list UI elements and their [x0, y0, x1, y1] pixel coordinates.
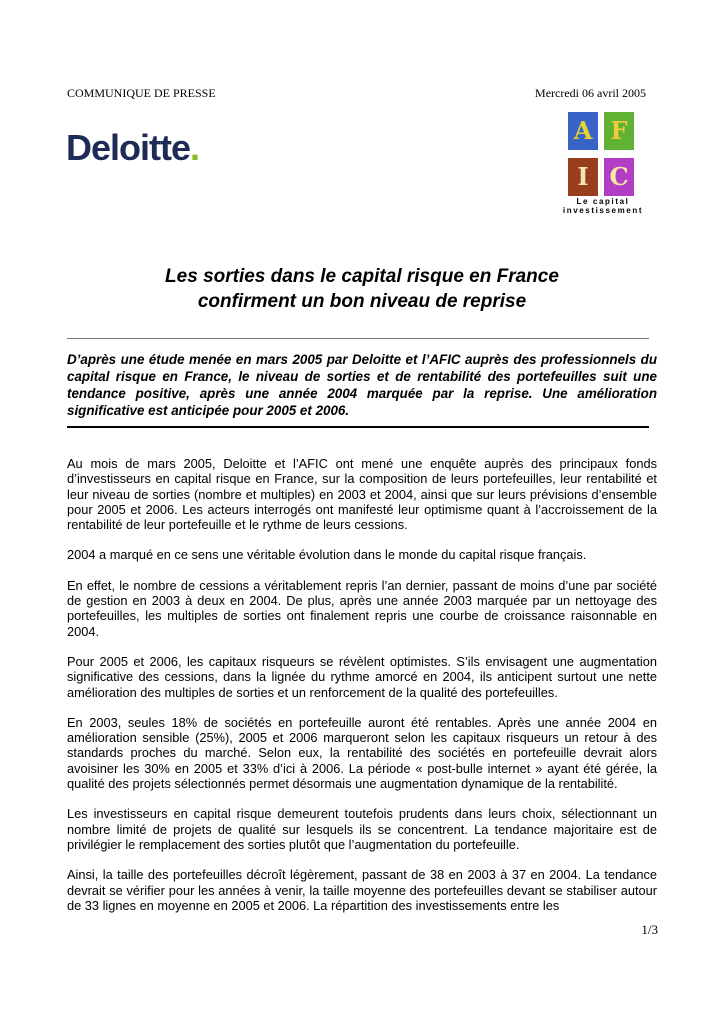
- afic-caption-line2: investissement: [562, 206, 644, 215]
- afic-letter-c: C: [609, 162, 629, 191]
- afic-letter-a: A: [573, 116, 593, 145]
- afic-tile-a: [568, 112, 598, 150]
- document-title: [67, 264, 657, 314]
- afic-letter-grid: [568, 112, 634, 196]
- release-date: Mercredi 06 avril 2005: [535, 86, 646, 100]
- afic-tile-f: [604, 112, 634, 150]
- body-paragraph: Pour 2005 et 2006, les capitaux risqueurs se révèlent optimistes. S’ils envisagent une augmentation significative des cessions, dans la lignée du rythme amorcé en 2004, ils anticipent surtout une nette amélioration des multiples de sorties et un renforcement de la qualité des portefeuilles.: [67, 653, 657, 700]
- title-divider: [67, 338, 649, 339]
- lead-summary: D’après une étude menée en mars 2005 par Deloitte et l’AFIC auprès des professionnels du capital risque en France, le niveau de sorties et de rentabilité des portefeuilles suit une tendance positive, après une année 2004 marquée par la reprise. Une amélioration significative est anticipée pour 2005 et 2006.: [67, 352, 657, 418]
- title-line-2: confirment un bon niveau de reprise: [197, 291, 527, 312]
- deloitte-wordmark: Deloitte: [66, 127, 191, 168]
- afic-tile-i: [568, 158, 598, 196]
- afic-caption-line1: Le capital: [576, 197, 630, 206]
- body-paragraph: Les investisseurs en capital risque demeurent toutefois prudents dans leurs choix, sélectionnant un nombre limité de projets de qualité sur lesquels ils se concentrent. La tendance majoritaire est de privilégier le remplacement des sorties plutôt que l’augmentation du portefeuille.: [67, 806, 657, 852]
- page-number: 1/3: [641, 922, 658, 937]
- body-paragraph: Ainsi, la taille des portefeuilles décroît légèrement, passant de 38 en 2003 à 37 en 2004. La tendance devrait se vérifier pour les années à venir, la taille moyenne des portefeuilles devant se stabiliser autour de 33 lignes en moyenne en 2005 et 2006. La répartition des investissements entre les: [67, 867, 657, 913]
- press-release-label: COMMUNIQUE DE PRESSE: [67, 86, 216, 100]
- body-text: [67, 456, 657, 913]
- afic-logo: [560, 110, 646, 216]
- body-paragraph: Au mois de mars 2005, Deloitte et l’AFIC ont mené une enquête auprès des principaux fonds d’investisseurs en capital risque en France, sur la composition de leurs portefeuilles, leur rentabilité et leur niveau de sorties (nombre et multiples) en 2003 et 2004, ainsi que sur leurs prévisions d’ensemble pour 2005 et 2006. Les acteurs interrogés ont manifesté leur optimisme quant à l’accroissement de la rentabilité de leur portefeuille et le rythme de leurs cessions.: [67, 456, 657, 533]
- body-paragraph: En effet, le nombre de cessions a véritablement repris l’an dernier, passant de moins d’une par société de gestion en 2003 à deux en 2004. De plus, après une année 2003 marquée par un nettoyage des portefeuilles, les multiples de sorties ont finalement repris une courbe de croissance raisonnable en 2004.: [67, 577, 657, 639]
- summary-divider: [67, 426, 649, 428]
- title-line-1: Les sorties dans le capital risque en France: [165, 266, 559, 287]
- body-paragraph: En 2003, seules 18% de sociétés en portefeuille auront été rentables. Après une année 2004 en amélioration sensible (25%), 2005 et 2006 marqueront selon les capitaux risqueurs un retour à des standards proches du marché. Selon eux, la rentabilité des sociétés en portefeuille devrait alors avoisiner les 30% en 2005 et 33% d’ici à 2006. La période « post-bulle internet » ayant été gérée, la qualité des projets sélectionnés permet désormais une augmentation dynamique de la rentabilité.: [67, 714, 657, 792]
- body-paragraph: 2004 a marqué en ce sens une véritable évolution dans le monde du capital risque français.: [67, 547, 587, 563]
- deloitte-green-dot: .: [190, 127, 200, 168]
- afic-letter-i: I: [577, 162, 589, 191]
- afic-tile-c: [604, 158, 634, 196]
- deloitte-logo: [66, 128, 199, 168]
- afic-letter-f: F: [610, 116, 628, 145]
